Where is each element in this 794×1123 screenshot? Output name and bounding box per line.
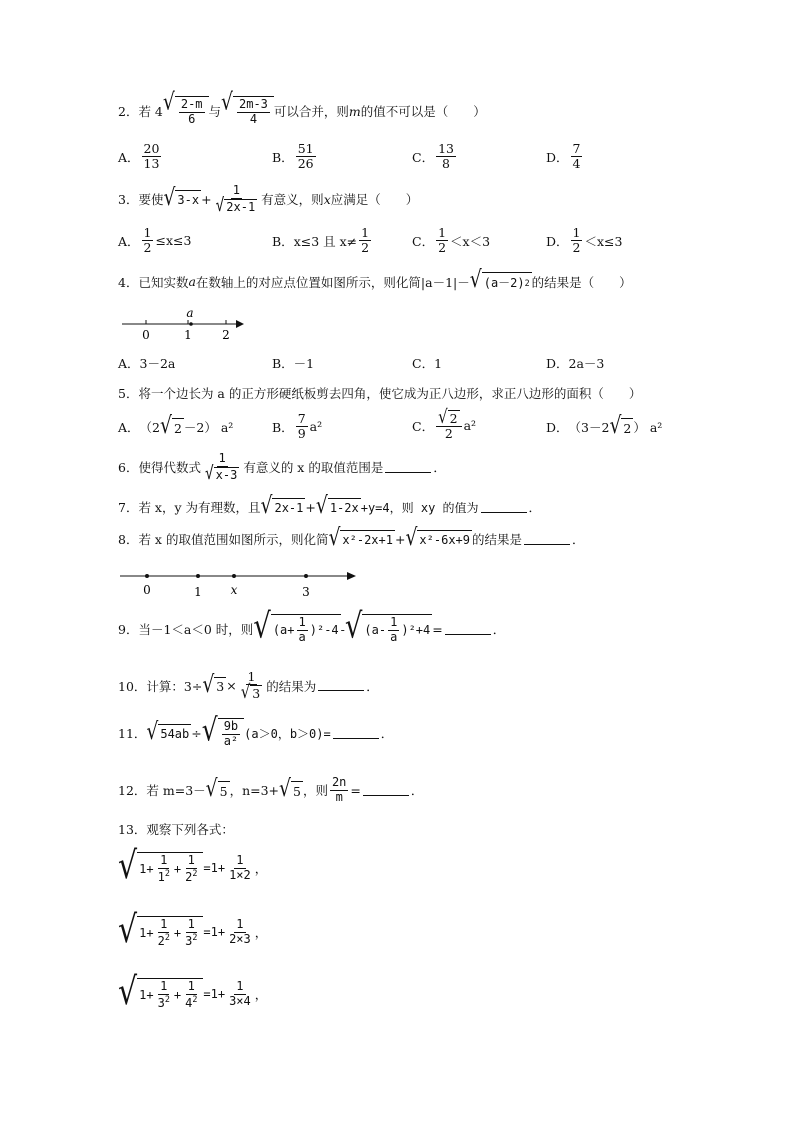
q5-text: 将一个边长为 a 的正方形硬纸板剪去四角，使它成为正八边形，求正八边形的面积（ ） [138,386,642,401]
frac-num: 1 [143,225,152,240]
q4-var: a [188,274,196,289]
q6-end: ． [433,460,446,476]
option-text: C．1 [412,356,443,371]
sqrt-part: (a+ [272,623,295,638]
frac-num: 1 [232,183,240,197]
frac-num: 1 [247,669,256,684]
q12-equals: = [350,782,361,798]
option-text: a² [309,419,323,435]
option-text: A．3－2a [118,356,176,371]
q12-text-3: ，则 [302,783,328,799]
axis-point-label: a [186,306,194,320]
q13-formula-row: √ 1+ $\frac{1}{3^2}$ + $\frac{1}{4^2}$ =1+ $\frac{1}{3\times 4}$ ， [118,970,268,1014]
option-text: －2） a² [183,420,234,436]
q7-end: ． [528,500,542,516]
frac-den-sqrt: x-3 [215,467,238,482]
q2-option-d[interactable] [546,142,584,172]
axis-arrow [347,572,356,580]
q8-number: 8． [118,532,139,548]
frac-num: 1 [218,451,226,465]
q10-frac: 1 √ 3 [240,669,261,704]
q3-option-c[interactable] [412,226,490,256]
sqrt-part: )²-4 [309,623,339,638]
axis-label: 1 [194,585,202,599]
q6-text-2: 有意义的 x 的取值范围是 [243,460,384,476]
question-4 [118,267,632,294]
frac-den: 2 [361,240,370,256]
frac-den: m [335,789,343,804]
frac-den: 4 [572,156,581,172]
q7-answer-blank[interactable] [481,502,527,513]
formula-base: 3 [185,933,193,948]
axis-dot [196,574,200,578]
q3-var: x [323,191,331,207]
frac-num: 7 [572,141,581,156]
q5-option-c[interactable]: C． √ 2 2 a² [412,405,477,442]
q11-answer-blank[interactable] [333,728,379,739]
q3-text-3: 应满足（ ） [330,192,419,208]
option-text: B．－1 [272,356,315,371]
q3-text-1: 要使 [138,192,164,208]
sqrt-arg: 1-2x [328,498,361,517]
q10-times: × [226,678,237,694]
formula-base: 4 [185,995,193,1010]
q9-number: 9． [118,622,139,638]
frac-den-sqrt: 3 [252,686,261,702]
q13-formula-row: √ 1+ $\frac{1}{2^2}$ + $\frac{1}{3^2}$ =1+ $\frac{1}{2\times 3}$ ， [118,908,268,952]
q8-number-line [118,566,368,600]
option-text: （2 [139,420,160,436]
q7-text-2: +y=4，则 xy 的值为 [360,500,479,515]
sqrt-arg: 2 [621,418,633,437]
q9-sqrt-2: √ (a- $\frac{1}{a}$ )²+4 [344,606,431,647]
sqrt-part: )²+4 [401,623,431,638]
q9-answer-blank[interactable] [445,624,491,635]
option-key: B． [272,419,294,435]
q8-end: ． [572,532,585,548]
q3-plus: + [201,191,212,207]
sqrt-arg: x²-2x+1 [340,530,395,549]
question-8 [118,525,585,552]
q3-sqrt: √ 3-x [163,185,200,212]
q7-plus: + [305,499,316,515]
sqrt-arg: 54ab [158,724,191,743]
q2-text-2: 与 [208,104,222,120]
q10-number: 10． [118,678,147,694]
option-text: ） a² [633,420,663,436]
frac-num: 2n [331,775,347,789]
option-key: B． [272,233,294,249]
frac-num: 13 [438,141,454,156]
q8-text-1: 若 x 的取值范围如图所示，则化简 [138,532,329,548]
q10-text-2: 的结果为 [266,678,317,694]
q3-option-b[interactable] [272,226,373,256]
frac-den: 26 [297,156,314,172]
q3-option-d[interactable] [546,226,622,256]
frac-num: 51 [297,141,314,156]
sqrt-part: (a- [364,623,387,638]
frac-den: 9 [297,426,306,442]
q7-sqrt-1: √ 2x-1 [260,493,304,520]
q3-frac: 1 √ 2x-1 [215,183,256,216]
q11-sqrt-1: √ 54ab [146,719,190,746]
q4-sqrt-arg: (a－2) [483,276,525,290]
axis-dot [145,574,149,578]
q2-option-b[interactable] [272,142,318,172]
option-key: C． [412,149,435,165]
frac-num: 7 [297,411,306,426]
question-7 [118,493,542,520]
q4-text-1: 已知实数 [138,274,189,290]
q6-answer-blank[interactable] [385,462,431,473]
q12-end: ． [410,783,424,799]
frac-den: 8 [442,156,450,172]
q2-frac1-den: 6 [188,111,196,126]
q7-text-1: 若 x，y 为有理数，且 [138,500,261,516]
q12-text-2: ，n=3+ [229,783,280,799]
frac-den: a [390,629,398,644]
formula-base: 2 [157,933,165,948]
axis-label: x [230,583,238,597]
q9-minus: - [340,621,345,637]
option-key: C． [412,233,435,249]
q5-option-a[interactable]: A． （2 √ 2 －2） a² [118,413,234,440]
q6-text-1: 使得代数式 [138,460,201,476]
q13-number: 13． [118,822,147,837]
q2-sqrt-1: √ $\frac{2-m}{6}$ [163,96,209,127]
q13-text: 观察下列各式： [146,822,234,837]
q6-number: 6． [118,460,139,476]
axis-dot [232,574,236,578]
formula-base: 2 [185,869,193,884]
q2-frac2-den: 4 [249,111,258,126]
question-6 [118,452,446,483]
frac-den-sqrt: 2x-1 [226,199,256,214]
q12-text-1: 若 m=3－ [146,783,206,799]
q4-number: 4． [118,274,139,290]
q2-text-1: 若 4 [138,104,163,120]
formula-sqrt: √ 1+ $\frac{1}{3^2}$ + $\frac{1}{4^2}$ [118,978,203,1011]
point-a [189,322,193,326]
q12-sqrt-2: √ 5 [279,776,301,803]
axis-dot [304,574,308,578]
frac-den: a [298,629,306,644]
option-key: B． [272,149,294,165]
q5-option-d[interactable]: D． （3－2 √ 2 ） a² [546,413,663,440]
q12-answer-blank[interactable] [363,785,409,796]
q4-option-a[interactable] [118,354,175,372]
frac-den: 2 [438,240,447,256]
question-3 [118,184,418,215]
q12-sqrt-1: √ 5 [205,776,228,803]
q10-answer-blank[interactable] [318,680,364,691]
q2-var: m [348,103,361,119]
q2-frac2-num: 2m-3 [239,97,268,111]
q11-divide: ÷ [191,725,202,741]
q4-number-line [118,306,258,346]
option-key: D． [546,149,569,165]
option-key: D． [546,420,569,436]
formula-sqrt: √ 1+ $\frac{1}{2^2}$ + $\frac{1}{3^2}$ [118,916,203,949]
q10-sqrt: √ 3 [202,671,225,698]
q2-text-4: 的值不可以是（ ） [360,104,486,120]
q7-sqrt-2: √ 1-2x [315,493,359,520]
question-12 [118,776,423,805]
q5-number: 5． [118,386,139,401]
q11-text: (a＞0，b＞0)= [244,726,331,741]
q9-text-1: 当－1＜a＜0 时，则 [138,622,254,638]
option-text: ＜x＜3 [450,233,491,249]
q8-text-2: 的结果是 [472,532,523,548]
sqrt-arg: 2 [449,411,458,426]
axis-label: 0 [142,328,150,342]
q13-formula-row: √ 1+ $\frac{1}{1^2}$ + $\frac{1}{2^2}$ =1+ $\frac{1}{1\times 2}$ ， [118,844,268,888]
q9-equals: = [432,621,443,637]
q3-number: 3． [118,192,139,208]
frac-den: 2 [143,240,152,256]
q2-option-c[interactable] [412,142,458,172]
frac-den: a² [223,733,239,748]
q12-number: 12． [118,783,147,799]
q8-sqrt-1: √ x²-2x+1 [328,525,393,552]
q3-option-a[interactable] [118,226,191,256]
option-key: A． [118,420,140,436]
frac-den: 13 [143,156,160,172]
q9-end: ． [492,622,506,638]
q4-option-c[interactable] [412,354,442,372]
q2-frac1-num: 2-m [180,97,203,111]
sqrt-arg: 2 [172,418,184,437]
q3-sqrt-arg: 3-x [175,190,201,209]
frac-num: 9b [223,719,239,733]
q2-text-3: 可以合并，则 [273,104,349,120]
sqrt-arg: 3 [214,677,226,696]
q10-end: ． [366,678,379,694]
frac-num: 1 [361,225,370,240]
q4-text-2: 在数轴上的对应点位置如图所示，则化简|a－1|－ [195,274,470,290]
q10-text-1: 计算：3÷ [146,678,203,694]
question-2 [118,89,486,127]
option-text: D．2a－3 [546,356,605,371]
option-text: ＜x≤3 [584,233,623,249]
q4-option-d[interactable] [546,354,604,372]
axis-label: 2 [222,328,230,342]
q4-sqrt-sup: 2 [524,277,530,288]
axis-label: 1 [184,328,192,342]
sqrt-arg: 2x-1 [272,498,305,517]
q2-number: 2． [118,104,139,120]
formula-base: 3 [157,995,165,1010]
option-key: A． [118,149,140,165]
frac-num: 1 [390,615,398,629]
option-text: （3－2 [568,420,610,436]
option-key: C． [412,418,435,434]
axis-label: 3 [302,585,310,599]
q4-option-b[interactable] [272,354,314,372]
q11-number: 11． [118,726,147,742]
q2-sqrt-2: √ $\frac{2m-3}{4}$ [221,96,274,127]
formula-sqrt: √ 1+ $\frac{1}{1^2}$ + $\frac{1}{2^2}$ [118,852,203,885]
q3-text-2: 有意义，则 [261,192,324,208]
axis-arrow [236,320,244,328]
option-key: A． [118,233,140,249]
q8-plus: + [394,531,406,547]
question-10 [118,670,379,702]
sqrt-arg: 5 [291,781,303,800]
q12-frac [330,776,348,805]
frac-den: 2 [444,426,453,442]
q11-sqrt-2: √ $\frac{9b}{\text{a²}}$ [202,718,244,749]
option-text: a² [463,418,477,434]
option-key: D． [546,233,569,249]
q11-end: ． [380,726,394,742]
frac-num: 1 [572,225,581,240]
frac-den: 2 [572,240,581,256]
axis-label: 0 [143,583,151,597]
frac-num: 20 [143,141,160,156]
q6-frac: 1 √ x-3 [204,451,238,484]
q5-option-b[interactable] [272,412,322,442]
question-13 [118,820,234,838]
frac-num: 1 [438,225,447,240]
q8-answer-blank[interactable] [524,534,570,545]
option-text: x≤3 且 x≠ [293,233,358,249]
formula-den: 2×3 [229,931,251,946]
question-9 [118,606,506,647]
q8-sqrt-2: √ x²-6x+9 [405,525,470,552]
q4-text-3: 的结果是（ ） [531,274,632,290]
question-11 [118,711,394,749]
q2-option-a[interactable] [118,142,163,172]
q7-number: 7． [118,500,139,516]
formula-den: 1×2 [229,867,251,882]
question-5 [118,384,641,402]
sqrt-arg: 5 [218,781,230,800]
frac-num: 1 [298,615,306,629]
option-text: ≤x≤3 [155,233,192,249]
sqrt-arg: x²-6x+9 [417,530,472,549]
formula-base: 1 [157,869,165,884]
q4-sqrt: √ (a－2) 2 [469,267,530,294]
formula-den: 3×4 [229,993,251,1008]
q9-sqrt-1: √ (a+ $\frac{1}{a}$ )²-4 [253,606,339,647]
